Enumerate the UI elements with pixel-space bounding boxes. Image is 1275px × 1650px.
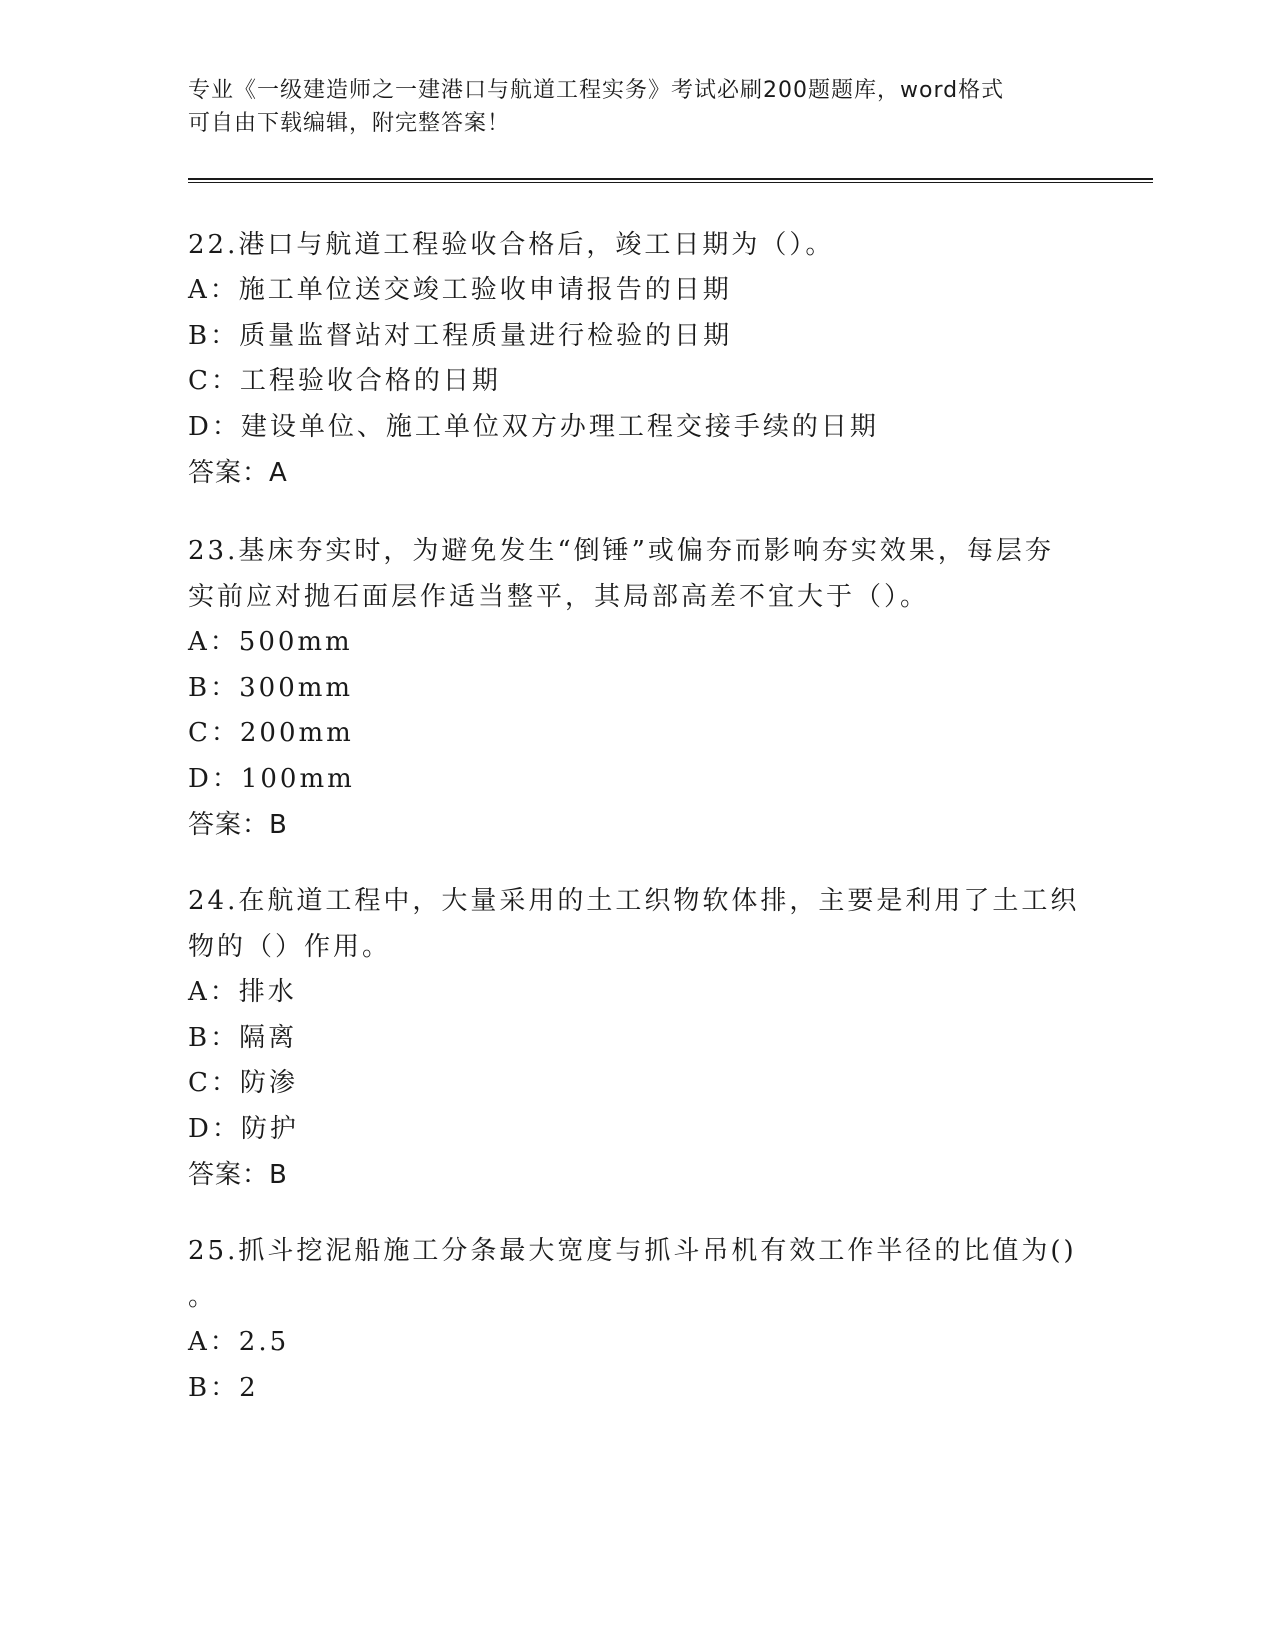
document-header: [188, 74, 1068, 140]
option-c: C：工程验收合格的日期: [188, 366, 501, 396]
option-d: D：防护: [188, 1113, 299, 1144]
header-line-2: 可自由下载编辑，附完整答案！: [188, 111, 511, 136]
option-b: B：2: [188, 1372, 259, 1403]
answer: 答案：B: [188, 1160, 288, 1190]
question-23: [188, 528, 1088, 848]
option-c: C：防渗: [188, 1068, 298, 1098]
question-stem: 23.基床夯实时，为避免发生“倒锤”或偏夯而影响夯实效果，每层夯: [188, 536, 1054, 566]
question-stem-continued: 。: [188, 1282, 218, 1312]
option-a: A：施工单位送交竣工验收申请报告的日期: [188, 275, 732, 305]
question-25: [188, 1228, 1088, 1411]
option-c: C：200mm: [188, 718, 354, 748]
option-a: A：500mm: [188, 627, 353, 657]
header-divider: [188, 178, 1153, 183]
option-d: D：建设单位、施工单位双方办理工程交接手续的日期: [188, 411, 879, 442]
question-stem-continued: 实前应对抛石面层作适当整平，其局部高差不宜大于（）。: [188, 582, 930, 612]
option-a: A：2.5: [188, 1327, 290, 1357]
answer: 答案：A: [188, 458, 288, 488]
question-stem: 24.在航道工程中，大量采用的土工织物软体排，主要是利用了土工织: [188, 886, 1080, 916]
option-b: B：隔离: [188, 1022, 298, 1053]
question-stem: 22.港口与航道工程验收合格后，竣工日期为（）。: [188, 230, 835, 260]
question-22: [188, 222, 1088, 496]
option-b: B：质量监督站对工程质量进行检验的日期: [188, 320, 733, 351]
question-stem-continued: 物的（）作用。: [188, 932, 392, 962]
header-line-1: 专业《一级建造师之一建港口与航道工程实务》考试必刷200题题库，word格式: [188, 78, 1005, 103]
question-stem: 25.抓斗挖泥船施工分条最大宽度与抓斗吊机有效工作半径的比值为(): [188, 1236, 1077, 1266]
option-d: D：100mm: [188, 763, 355, 794]
question-24: [188, 878, 1088, 1198]
option-b: B：300mm: [188, 672, 354, 703]
option-a: A：排水: [188, 977, 297, 1007]
answer: 答案：B: [188, 810, 288, 840]
